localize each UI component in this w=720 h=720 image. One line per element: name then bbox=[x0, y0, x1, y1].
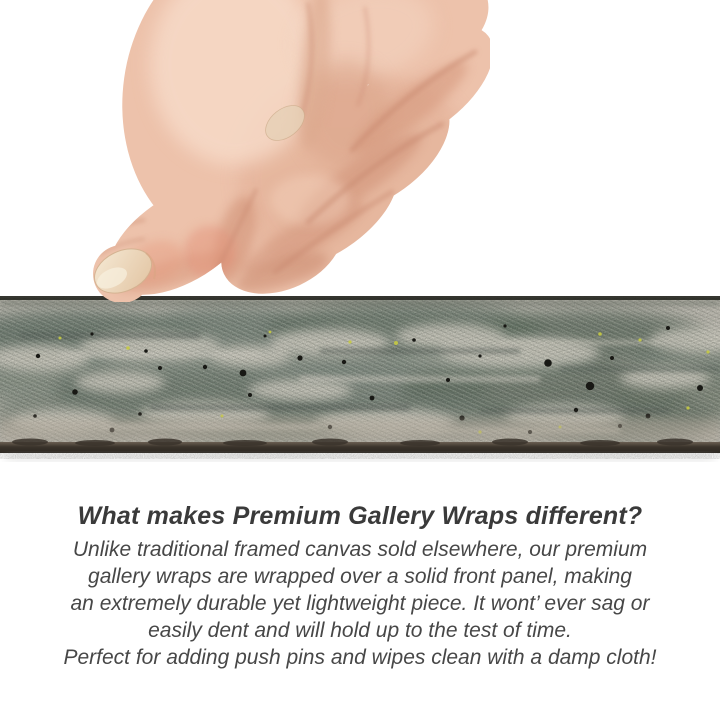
body-line: gallery wraps are wrapped over a solid front panel, making bbox=[88, 565, 632, 588]
body-line: Unlike traditional framed canvas sold elsewhere, our premium bbox=[72, 538, 648, 561]
body-line: easily dent and will hold up to the test of time. bbox=[148, 619, 572, 642]
body-line: an extremely durable yet lightweight piece. It wont’ ever sag or bbox=[70, 592, 650, 615]
body-line: Perfect for adding push pins and wipes clean with a damp cloth! bbox=[63, 646, 657, 669]
heading: What makes Premium Gallery Wraps different? bbox=[77, 502, 643, 530]
canvas-gallery-wrap-edge-photo bbox=[0, 296, 720, 464]
hand-pressing-thumb-photo bbox=[60, 0, 490, 302]
copy-block bbox=[0, 501, 720, 671]
